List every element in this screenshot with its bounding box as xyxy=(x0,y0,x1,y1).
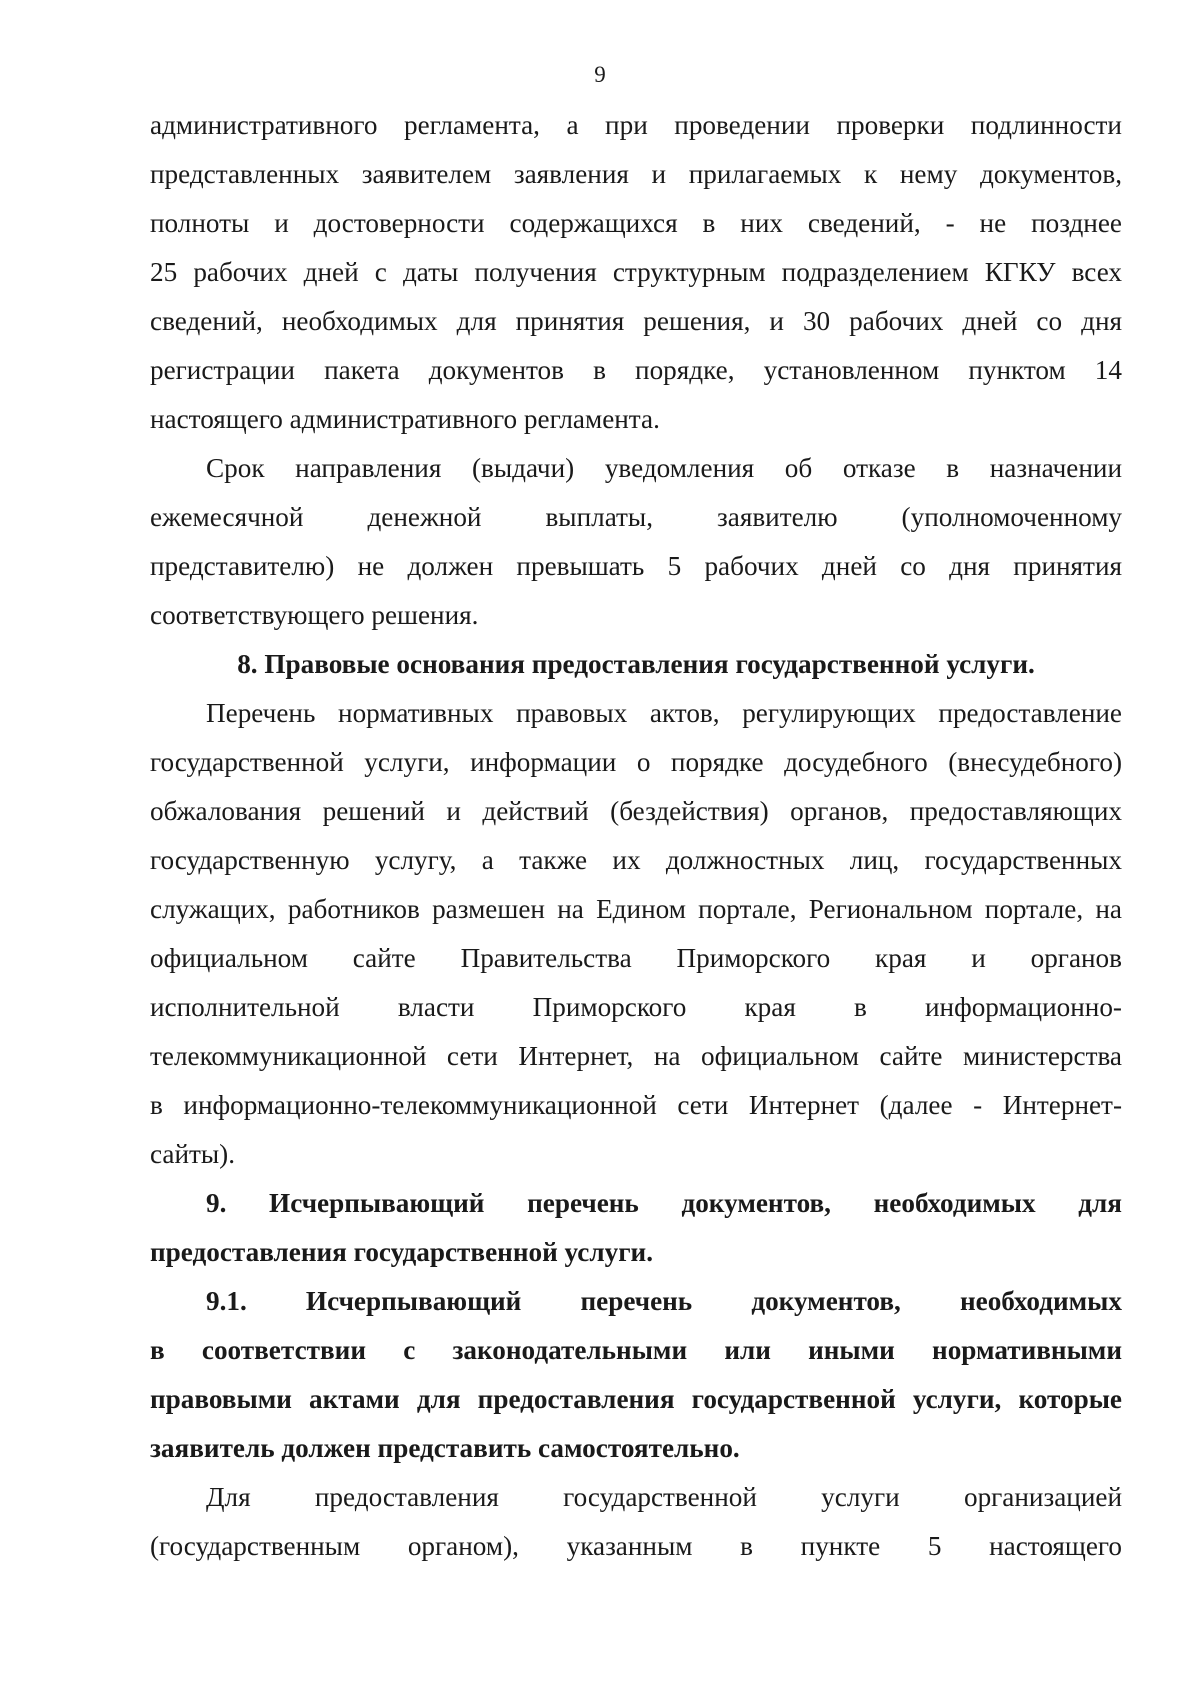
document-text-line: государственной услуги, информации о порядке досудебного (внесудебного) xyxy=(150,747,1122,777)
document-text-line: административного регламента, а при проведении проверки подлинности xyxy=(150,110,1122,140)
document-text-line: телекоммуникационной сети Интернет, на официальном сайте министерства xyxy=(150,1041,1122,1071)
document-text-line: Срок направления (выдачи) уведомления об отказе в назначении xyxy=(206,453,1122,483)
document-text-line: (государственным органом), указанным в пункте 5 настоящего xyxy=(150,1531,1122,1561)
document-text-line: исполнительной власти Приморского края в информационно- xyxy=(150,992,1122,1022)
document-text-line: Для предоставления государственной услуги организацией xyxy=(206,1482,1122,1512)
page-number: 9 xyxy=(594,62,606,87)
document-body xyxy=(150,101,1122,1571)
document-heading-line: заявитель должен представить самостоятельно. xyxy=(150,1433,740,1463)
document-text-line: государственную услугу, а также их должностных лиц, государственных xyxy=(150,845,1122,875)
document-text-line: настоящего административного регламента. xyxy=(150,404,660,434)
document-heading-line: 8. Правовые основания предоставления государственной услуги. xyxy=(237,649,1035,679)
document-text-line: полноты и достоверности содержащихся в них сведений, - не позднее xyxy=(150,208,1122,238)
document-text-line: официальном сайте Правительства Приморского края и органов xyxy=(150,943,1122,973)
document-heading-line: 9.1. Исчерпывающий перечень документов, необходимых xyxy=(206,1286,1122,1316)
document-text-line: ежемесячной денежной выплаты, заявителю (уполномоченному xyxy=(150,502,1122,532)
document-heading-line: в соответствии с законодательными или иными нормативными xyxy=(150,1335,1122,1365)
document-text-line: регистрации пакета документов в порядке, установленном пунктом 14 xyxy=(150,355,1122,385)
document-text-line: в информационно-телекоммуникационной сети Интернет (далее - Интернет- xyxy=(150,1090,1122,1120)
document-text-line: обжалования решений и действий (бездействия) органов, предоставляющих xyxy=(150,796,1122,826)
document-text-line: соответствующего решения. xyxy=(150,600,479,630)
document-text-line: представленных заявителем заявления и прилагаемых к нему документов, xyxy=(150,159,1122,189)
document-heading-line: правовыми актами для предоставления государственной услуги, которые xyxy=(150,1384,1122,1414)
document-text-line: сайты). xyxy=(150,1139,236,1169)
document-text-line: 25 рабочих дней с даты получения структурным подразделением КГКУ всех xyxy=(150,257,1122,287)
document-text-line: служащих, работников размешен на Едином портале, Региональном портале, на xyxy=(150,894,1122,924)
document-text-line: Перечень нормативных правовых актов, регулирующих предоставление xyxy=(206,698,1122,728)
document-text-line: представителю) не должен превышать 5 рабочих дней со дня принятия xyxy=(150,551,1122,581)
document-heading-line: 9. Исчерпывающий перечень документов, необходимых для xyxy=(206,1188,1122,1218)
document-text-line: сведений, необходимых для принятия решения, и 30 рабочих дней со дня xyxy=(150,306,1122,336)
document-heading-line: предоставления государственной услуги. xyxy=(150,1237,654,1267)
